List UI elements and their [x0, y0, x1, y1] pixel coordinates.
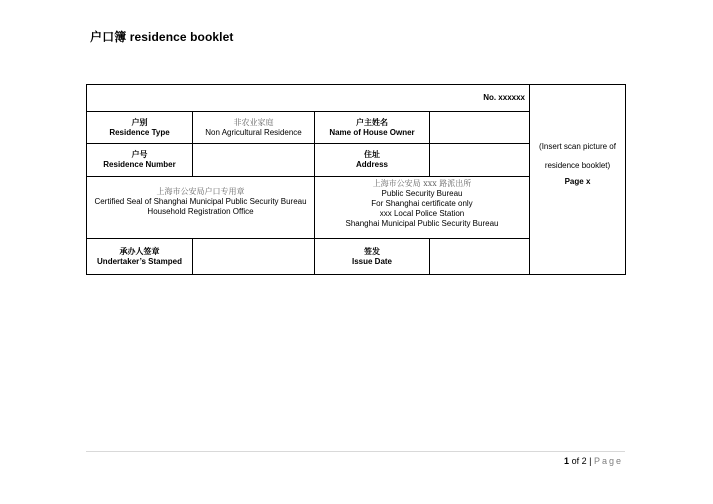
footer-divider [86, 451, 625, 452]
residence-number-label [87, 144, 193, 177]
address-value [430, 144, 530, 177]
undertaker-value [193, 239, 315, 275]
owner-value [430, 112, 530, 144]
owner-label [315, 112, 430, 144]
number-row [87, 85, 626, 112]
footer-page-total: of 2 [571, 456, 587, 466]
residence-number-label-zh: 户号 [131, 150, 148, 159]
issue-date-label-zh: 签发 [364, 246, 380, 256]
undertaker-label-en: Undertaker’s Stamped [97, 256, 182, 266]
police-station-en-3: xxx Local Police Station [379, 208, 465, 218]
residence-type-label-en: Residence Type [109, 127, 170, 137]
police-station-en-1: Public Security Bureau [381, 188, 463, 198]
footer-separator: | [589, 456, 592, 466]
document-title: 户口簿 residence booklet [90, 30, 234, 44]
owner-label-en: Name of House Owner [329, 127, 415, 137]
issue-date-label [315, 239, 430, 275]
scan-placeholder-cell [530, 85, 626, 275]
residence-type-label-zh: 户别 [131, 117, 148, 127]
owner-label-zh: 户主姓名 [356, 117, 388, 127]
booklet-number: No. xxxxxx [87, 85, 530, 112]
residence-type-value [193, 112, 315, 144]
residence-type-value-zh: 非农业家庭 [233, 117, 274, 127]
residence-type-value-en: Non Agricultural Residence [205, 127, 302, 137]
scan-placeholder-line-2: residence booklet) [544, 160, 611, 170]
residence-booklet-table [86, 84, 626, 275]
address-label-en: Address [355, 160, 388, 169]
police-station-zh: 上海市公安局 xxx 路派出所 [372, 178, 472, 188]
page-x-label: Page x [564, 176, 591, 186]
undertaker-label [87, 239, 193, 275]
residence-number-label-en: Residence Number [103, 160, 176, 169]
residence-type-label [87, 112, 193, 144]
issue-date-value [430, 239, 530, 275]
residence-number-value [193, 144, 315, 177]
police-station-en-2: For Shanghai certificate only [371, 198, 473, 208]
scan-placeholder-line-1: (Insert scan picture of [539, 141, 616, 151]
certified-seal-zh: 上海市公安局户口专用章 [156, 186, 245, 196]
undertaker-label-zh: 承办人签章 [119, 246, 160, 256]
issue-date-label-en: Issue Date [351, 256, 393, 266]
certified-seal-cell [87, 177, 315, 239]
footer-page-label: Page [593, 456, 623, 466]
address-label-zh: 住址 [364, 150, 380, 159]
page-footer [564, 456, 623, 466]
police-station-cell [315, 177, 530, 239]
police-station-en-4: Shanghai Municipal Public Security Bureau [345, 218, 499, 228]
footer-current-page: 1 [564, 456, 570, 466]
address-label [315, 144, 430, 177]
certified-seal-en-2: Household Registration Office [147, 206, 254, 216]
certified-seal-en-1: Certified Seal of Shanghai Municipal Public Security Bureau [94, 196, 307, 206]
